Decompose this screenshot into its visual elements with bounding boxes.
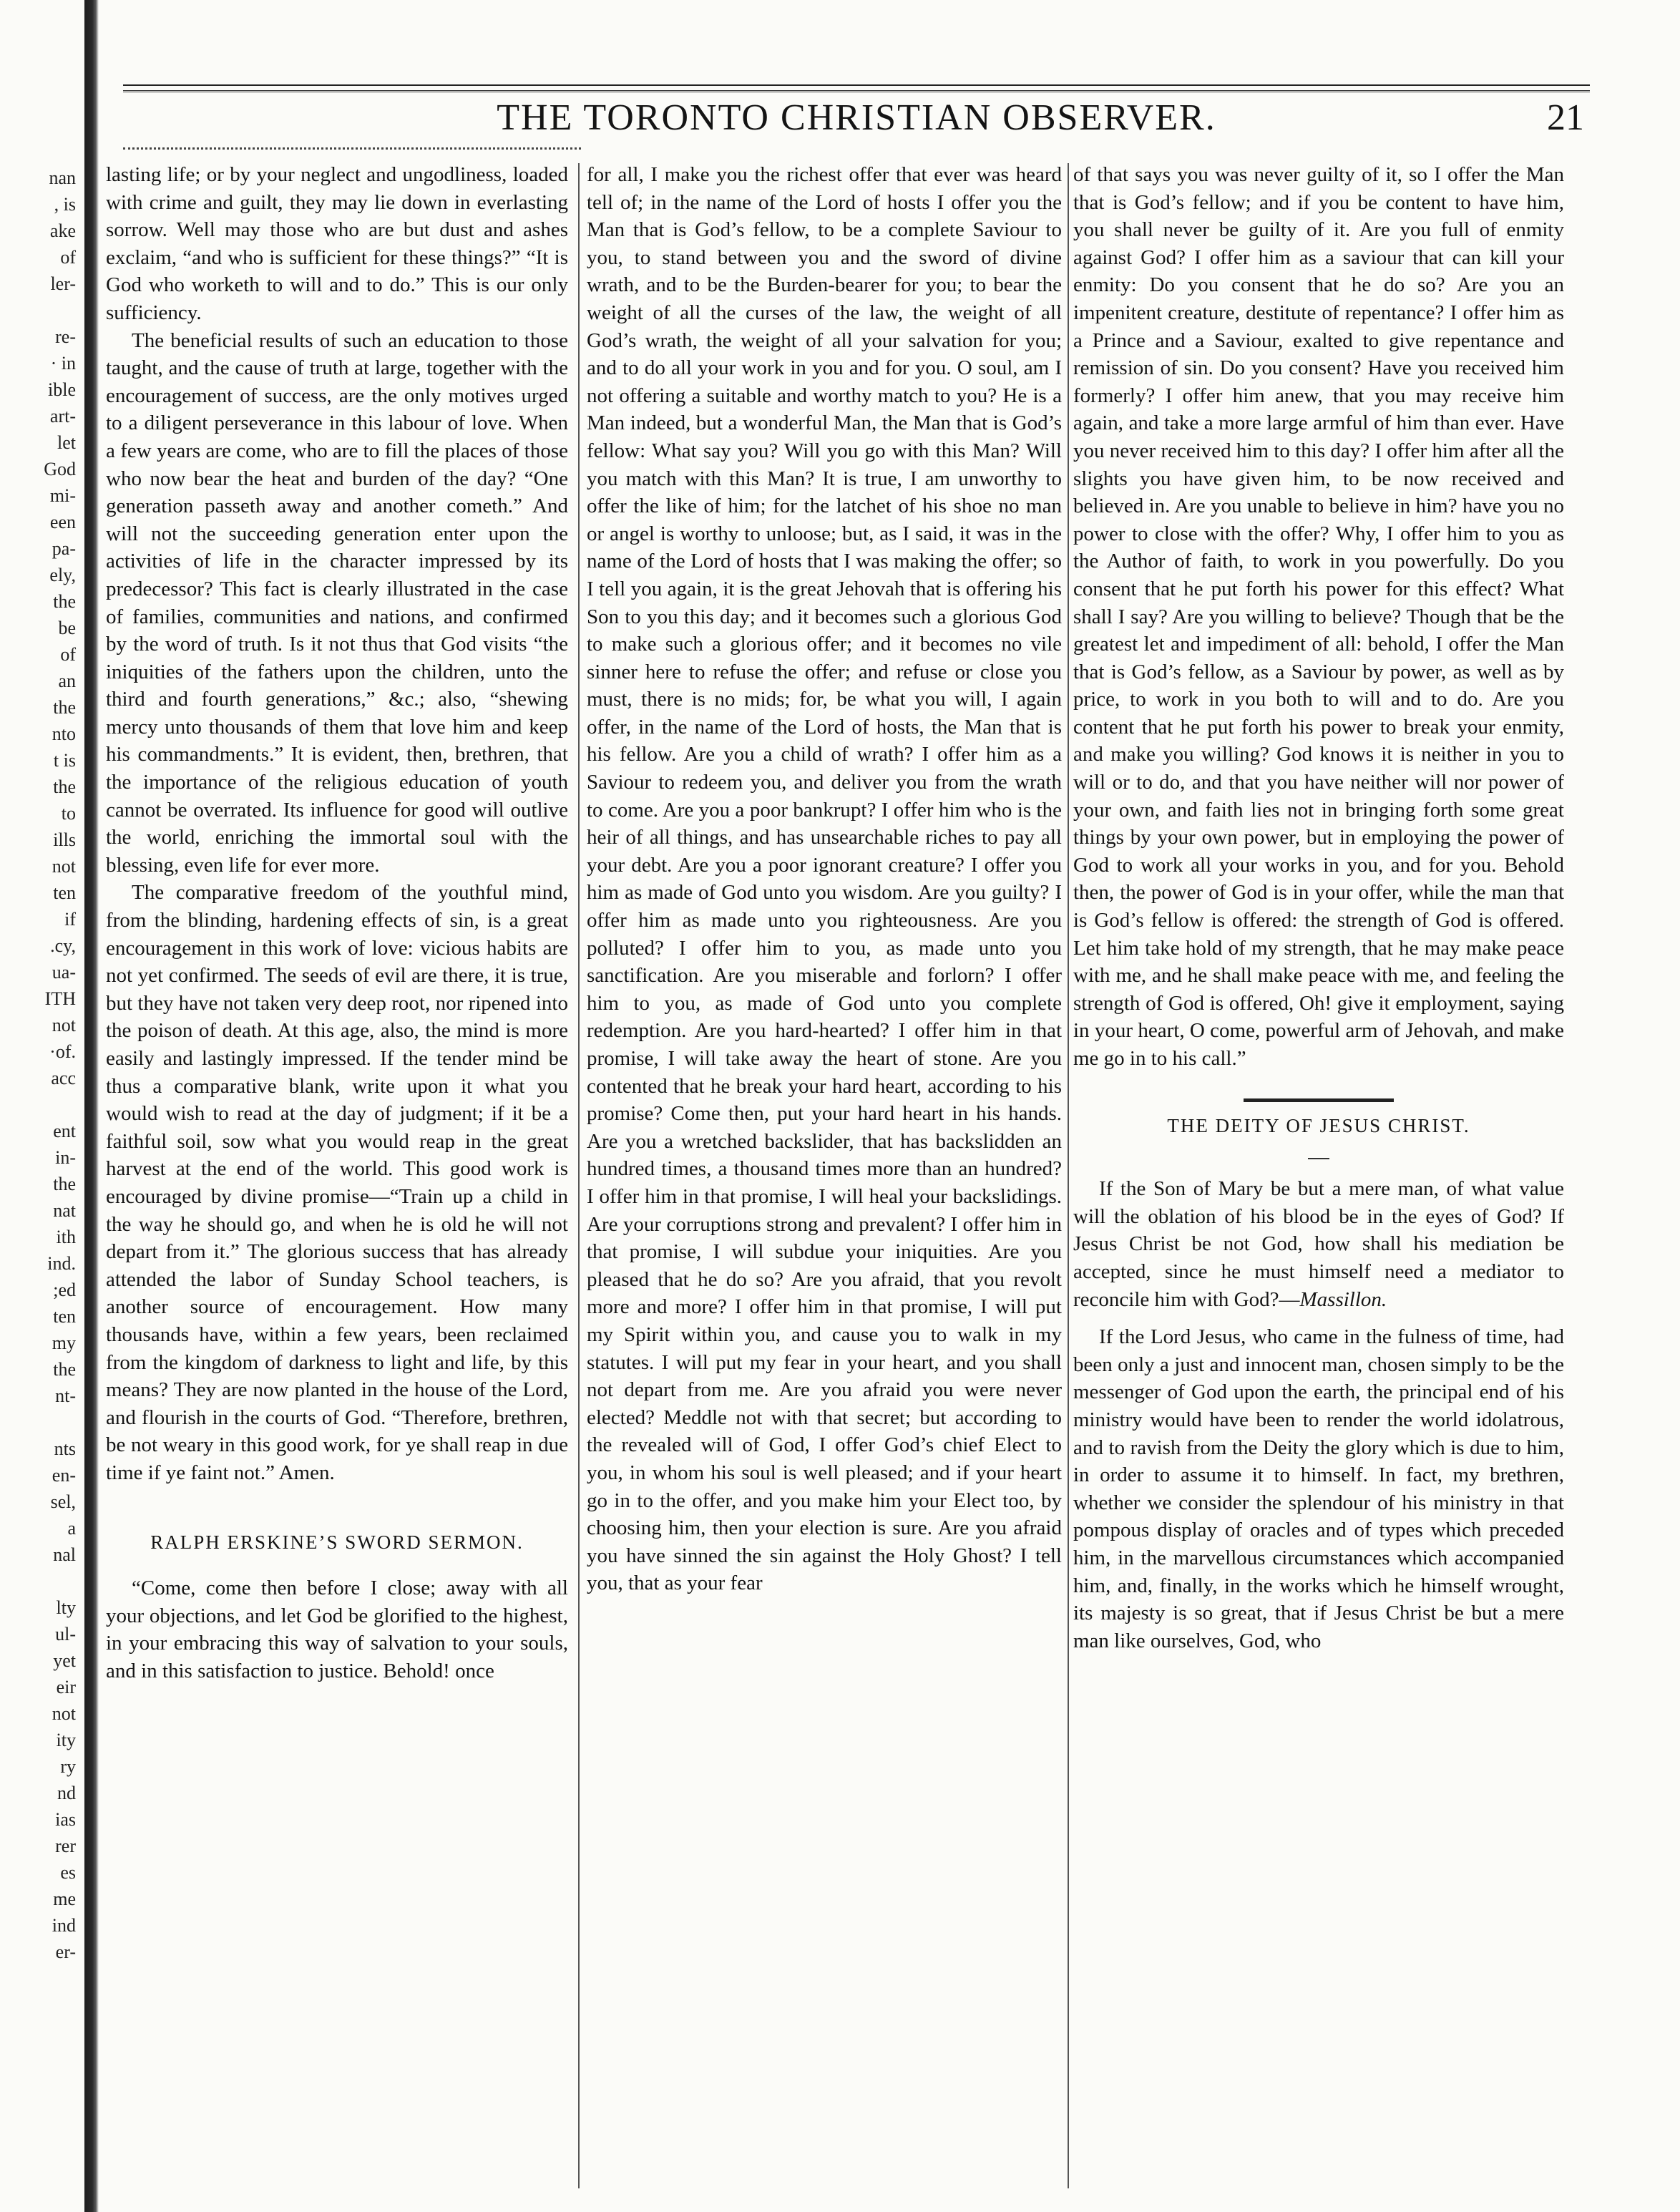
margin-fragment: nd — [57, 1783, 76, 1803]
paragraph: The beneficial results of such an education to those taught, and the cause of truth at large, together with the encouragement of success, are the only motives urged to a diligent perseverance in this labour of love. When a few years are come, who are to fill the places of those who now bear the heat and burden of the day? “One generation passeth away and another cometh.” And will not the succeeding generation enter upon the activities of life in the character impressed by its predecessor? This fact is clearly illustrated in the case of families, communities and nations, and confirmed by the word of truth. Is it not thus that God visits “the iniquities of the fathers upon the children, unto the third and fourth generations,” &c.; also, “shewing mercy unto thousands of them that love him and keep his commandments.” It is evident, then, brethren, that the importance of the religious education of youth cannot be overrated. Its influence for good will outlive the world, enriching the immortal soul with the blessing, even life for ever more. — [106, 328, 568, 877]
margin-fragment: ul- — [55, 1624, 76, 1645]
margin-fragment: · in — [50, 353, 76, 374]
margin-fragment: ua- — [52, 962, 76, 983]
margin-fragment: yet — [53, 1650, 76, 1671]
margin-fragment: be — [58, 618, 76, 638]
margin-fragment: eir — [56, 1677, 76, 1697]
margin-fragment: let — [57, 432, 76, 453]
paragraph: lasting life; or by your neglect and ungodliness, loaded with crime and guilt, they may lie down in everlasting sorrow. Well may those who are but dust and ashes exclaim, “and who is sufficient for these things?” “It is God who worketh to will and to do.” This is our only sufficiency. — [106, 163, 568, 324]
margin-fragment: ry — [60, 1756, 76, 1777]
paragraph-text: If the Son of Mary be but a mere man, of what value will the oblation of his blood be in the eyes of God? If Jesus Christ be not God, how shall his mediation be accepted, since he must himself need a mediator to reconcile him with God?— — [1073, 1177, 1564, 1311]
margin-fragment: ith — [56, 1227, 76, 1247]
margin-fragment: ias — [55, 1809, 76, 1830]
margin-fragment: nto — [52, 723, 76, 744]
column-divider-1 — [578, 163, 580, 2188]
margin-fragment: ills — [53, 829, 76, 850]
margin-fragment: ·of. — [49, 1041, 76, 1062]
margin-fragment: ity — [56, 1730, 76, 1750]
binding-gutter — [84, 0, 99, 2212]
margin-fragment: nal — [53, 1544, 76, 1565]
margin-fragment: acc — [51, 1068, 76, 1088]
margin-fragment: ely, — [49, 565, 76, 585]
margin-fragment: nat — [53, 1200, 76, 1221]
column-1 — [106, 161, 568, 2193]
margin-fragment: not — [52, 1015, 76, 1036]
margin-fragment: nt- — [55, 1385, 76, 1406]
margin-fragment: nts — [54, 1438, 76, 1459]
paragraph: The comparative freedom of the youthful mind, from the blinding, hardening effects of sin, is a great encouragement in this work of love: vicious habits are not yet confirmed. The seeds of evil are there, it is true, but they have not taken very deep root, nor ripened into the poison of death. At this age, also, the mind is more easily and lastingly impressed. If the tender mind be thus a comparative blank, write upon it what you would wish to read at the day of judgment; if it be a faithful soil, sow what you would reap in the great harvest at the end of the world. This good work is encouraged by divine promise—“Train up a child in the way he should go, and when he is old he will not depart from it.” The glorious success that has already attended the labor of Sunday School teachers, is another source of encouragement. How many thousands have, within a few years, been reclaimed from the kingdom of darkness to light and life, by this means? They are now planted in the house of the Lord, and flourish in the courts of God. “Therefore, brethren, be not weary in this good work, for ye shall reap in due time if ye faint not.” Amen. — [106, 881, 568, 1484]
margin-fragment: es — [60, 1862, 76, 1883]
section-heading: RALPH ERSKINE’S SWORD SERMON. — [150, 1531, 524, 1553]
paragraph — [1073, 1175, 1564, 1313]
margin-fragment: nan — [49, 167, 76, 188]
margin-fragment: an — [58, 671, 76, 691]
column-2 — [587, 161, 1062, 2193]
header-rule — [123, 84, 1590, 92]
margin-fragment: the — [53, 1174, 76, 1194]
margin-fragment: .cy, — [50, 935, 76, 956]
section-rule — [1244, 1098, 1394, 1102]
margin-fragment: in- — [55, 1147, 76, 1168]
ornamental-rule — [123, 147, 581, 155]
margin-fragment: lty — [56, 1597, 76, 1618]
margin-fragment: ten — [53, 882, 76, 903]
margin-fragment — [4, 297, 76, 323]
margin-fragment: the — [53, 1359, 76, 1380]
section-heading: THE DEITY OF JESUS CHRIST. — [1167, 1114, 1470, 1136]
margin-fragment: ITH — [44, 988, 76, 1009]
margin-fragment: t is — [53, 750, 76, 771]
page-title: THE TORONTO CHRISTIAN OBSERVER. — [497, 97, 1216, 138]
margin-fragment: en- — [52, 1465, 76, 1486]
paragraph: If the Lord Jesus, who came in the fulness of time, had been only a just and innocent man, chosen simply to be the messenger of God upon the earth, the principal end of his ministry would have been to render the world idolatrous, and to ravish from the Deity the glory which is due to him, in order to assume it to himself. In fact, my brethren, whether we consider the splendour of his ministry in that pompous display of oracles and of types which preceded him, in the marvellous circumstances which accompanied him, and, finally, in the works which he himself wrought, its majesty is so great, that if Jesus Christ be but a mere man like ourselves, God, who — [1073, 1325, 1564, 1652]
margin-fragment: the — [53, 776, 76, 797]
margin-fragment: me — [53, 1889, 76, 1909]
margin-fragment: ible — [48, 379, 76, 400]
citation: Massillon. — [1299, 1287, 1387, 1311]
margin-fragment: mi- — [49, 485, 76, 506]
margin-fragment: ;ed — [53, 1280, 76, 1300]
masthead — [123, 93, 1590, 143]
margin-fragment: a — [67, 1518, 76, 1539]
margin-fragment: if — [64, 909, 76, 930]
margin-fragment: the — [53, 591, 76, 612]
margin-fragment: art- — [49, 406, 76, 427]
adjacent-page-fragments — [4, 165, 76, 1965]
margin-fragment: God — [44, 459, 76, 479]
page-number: 21 — [1547, 97, 1584, 138]
margin-fragment: ten — [53, 1306, 76, 1327]
margin-fragment: een — [49, 512, 76, 532]
margin-fragment: my — [52, 1332, 76, 1353]
margin-fragment: of — [60, 644, 76, 665]
column-divider-2 — [1068, 163, 1069, 2188]
margin-fragment — [4, 1409, 76, 1436]
column-3 — [1073, 161, 1564, 2193]
margin-fragment: re- — [55, 326, 76, 347]
margin-fragment: ent — [53, 1121, 76, 1141]
paragraph: “Come, come then before I close; away with all your objections, and let God be glorified to the highest, in your embracing this way of salvation to your souls, and in this satisfaction to justice. Behold! once — [106, 1577, 568, 1682]
margin-fragment: of — [60, 247, 76, 268]
margin-fragment: not — [52, 1703, 76, 1724]
paragraph: of that says you was never guilty of it, so I offer the Man that is God’s fellow; and if you be content to have him, you shall never be guilty of it. Are you full of enmity against God? I offer him as a saviour that can kill your enmity: Do you consent that he do so? Are you an impenitent creature, destitute of repentance? I offer him as a Prince and a Saviour, exalted to give repentance and remission of sin. Do you consent? Have you received him formerly? I offer him anew, that you may receive him again, and take a more large armful of him than ever. Have you never received him to this day? I offer him after all the slights you have given him, to be now received and believed in. Are you unable to believe in him? have you no power to close with the offer? Why, I offer him to you as the Author of faith, to work in you powerfully. Do you consent that he put forth his power for this effect? What shall I say? Are you willing to believe? Though that be the greatest let and impediment of all: behold, I offer the Man that is God’s fellow, as a Saviour by power, as well as by price, to work in you both to will and to do. Are you content that he put forth his power to break your enmity, and make you willing? God knows it is neither in you to will or to do, and that you have neither will nor power of your own, and faith lies not in bringing forth some great things by your own power, but in employing the power of God to work all your works in you, and for you. Behold then, the power of God is in your offer, while the man that is God’s fellow is offered: the strength of God is offered. Let him take hold of my strength, that he may make peace with me, and he shall make peace with me, and feeling the strength of God is offered, Oh! give it employment, saying in your heart, O come, powerful arm of Jehovah, and make me go in to his call.” — [1073, 163, 1564, 1070]
margin-fragment: rer — [55, 1836, 76, 1856]
margin-fragment — [4, 1091, 76, 1118]
margin-fragment: pa- — [52, 538, 76, 559]
margin-fragment: to — [61, 803, 76, 824]
margin-fragment: ind — [52, 1915, 76, 1936]
paragraph: for all, I make you the richest offer that ever was heard tell of; in the name of the Lord of hosts I offer you the Man that is God’s fellow, to be a complete Saviour to you, to stand between you and the sword of divine wrath, and to be the Burden-bearer for you; to bear the weight of all the curses of the law, the weight of all God’s wrath, the weight of all your salvation for you; and to do all your work in you and for you. O soul, am I not offering a suitable and worthy match to you? He is a Man indeed, but a wonderful Man, the Man that is God’s fellow: What say you? Will you go with this Man? Will you match with this Man? It is true, I am unworthy to offer the like of him; for the latchet of his shoe no man or angel is worthy to unloose; but, as I said, it was in the name of the Lord of hosts that I was making the offer; so I tell you again, it is the great Jehovah that is offering his Son to you this day; and it becomes such a glorious God to make such a glorious offer; and it becomes no vile sinner here to refuse the offer; and refuse or close you must, there is no mids; for, be what you will, I again offer, in the name of the Lord of hosts, the Man that is his fellow. Are you a child of wrath? I offer him as a Saviour to redeem you, and deliver you from the wrath to come. Are you a poor bankrupt? I offer him who is the heir of all things, and has unsearchable riches to pay all your debt. Are you a poor ignorant creature? I offer you him as made of God unto you wisdom. Are you guilty? I offer him as made unto you righteousness. Are you polluted? I offer him to you, as made unto you sanctification. Are you miserable and forlorn? I offer him to you, as made of God unto you complete redemption. Are you hard-hearted? I offer him in that promise, I will take away the heart of stone. Are you contented that he break your hard heart, according to his promise? Come then, put your hard heart in his hands. Are you a wretched backslider, that has backslidden an hundred times, a thousand times more than an hundred? I offer him in that promise, I will heal your backslidings. Are your corruptions strong and prevalent? I offer him in that promise, I will subdue your iniquities. Are you pleased that he do so? Are you afraid, that you revolt more and more? I offer him in that promise, I will put my Spirit within you, and cause you to walk in my statutes. I will put my fear in your heart, and you shall not depart from me. Are you afraid you were never elected? Meddle not with that secret; but according to the revealed will of God, I offer God’s chief Elect to you, in whom his soul is well pleased; and if your heart go in to the offer, and you make him your Elect too, by choosing him, then your election is sure. Are you afraid you have sinned the sin against the Holy Ghost? I tell you, that as your fear — [587, 163, 1062, 1595]
margin-fragment: ake — [49, 220, 76, 241]
heading-dash — [1308, 1158, 1329, 1159]
margin-fragment: ler- — [50, 273, 76, 294]
margin-fragment — [4, 1568, 76, 1594]
margin-fragment: , is — [54, 194, 76, 215]
margin-fragment: the — [53, 697, 76, 718]
margin-fragment: er- — [55, 1941, 76, 1962]
margin-fragment: not — [52, 856, 76, 877]
margin-fragment: sel, — [50, 1491, 76, 1512]
margin-fragment: ind. — [47, 1253, 76, 1274]
